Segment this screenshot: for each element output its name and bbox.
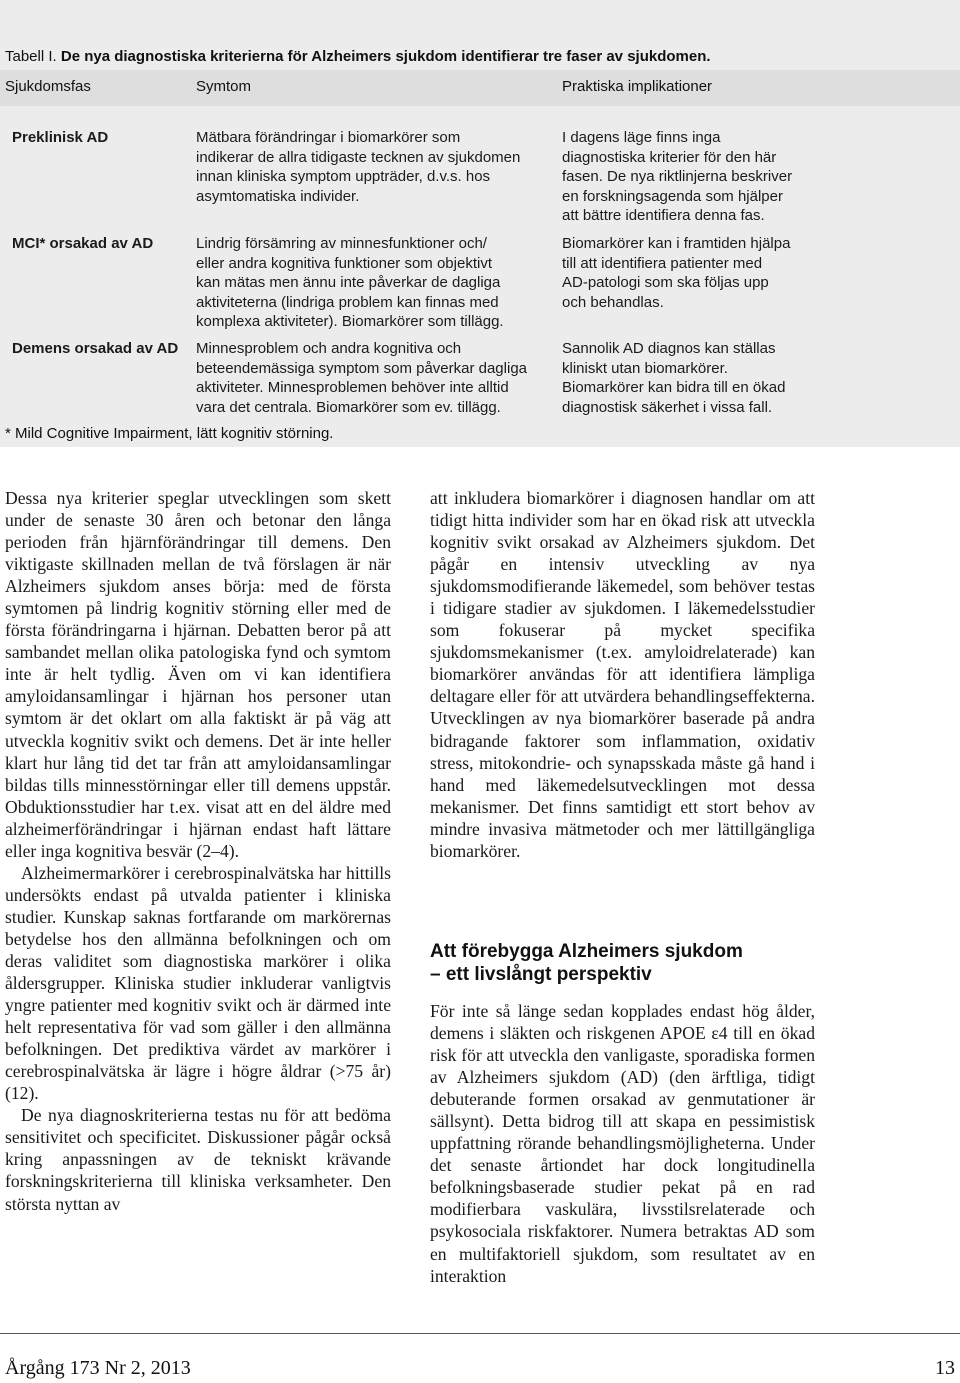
row2-implication-line: AD-patologi som ska följas upp [562, 274, 769, 291]
row1-symptom-line: innan kliniska symptom uppträder, d.v.s. hos [196, 168, 491, 185]
row2-implication-line: Biomarkörer kan i framtiden hjälpa [562, 235, 791, 252]
section-heading-line2: – ett livslångt perspektiv [430, 964, 652, 985]
row3-implication-line: kliniskt utan biomarkörer. [562, 359, 728, 377]
row1-implication-line: att bättre identifiera denna fas. [562, 207, 765, 224]
issue-info: Årgång 173 Nr 2, 2013 [5, 1357, 191, 1379]
row2-phase: MCI* orsakad av AD [12, 235, 154, 252]
header-symptom: Symtom [196, 78, 252, 95]
paragraph: De nya diagnoskriterierna testas nu för att bedöma sensitivitet och specificitet. Diskussioner pågår också kring anpassningen av de tekniskt krävande forskningskriterierna till kliniska verksamheter. Den största nyttan av [5, 1105, 391, 1214]
row1-symptom [196, 128, 551, 206]
caption-prefix: Tabell I. [5, 48, 57, 65]
row2-implication-line: och behandlas. [562, 293, 664, 311]
row3-symptom-line: aktiviteter. Minnesproblemen behöver inte alltid [196, 379, 509, 396]
row2-symptom [196, 234, 551, 332]
row1-phase: Preklinisk AD [12, 129, 109, 146]
row3-symptom-line: beteendemässiga symptom som påverkar dagliga [196, 359, 528, 377]
row2-symptom-line: komplexa aktiviteter). Biomarkörer som tillägg. [196, 313, 504, 330]
row1-symptom-line: indikerar de allra tidigaste tecknen av sjukdomen [196, 148, 521, 166]
table-caption [5, 48, 711, 65]
header-phase: Sjukdomsfas [5, 78, 91, 95]
row2-implication [562, 234, 822, 312]
header-implications: Praktiska implikationer [562, 78, 713, 95]
row1-implication-line: I dagens läge finns inga [562, 129, 721, 146]
section-heading-line1: Att förebygga Alzheimers sjukdom [430, 941, 743, 962]
caption-title: De nya diagnostiska kriterierna för Alzheimers sjukdom identifierar tre faser av sjukdomen. [60, 48, 711, 65]
row3-implication [562, 339, 822, 417]
left-column [5, 487, 391, 1215]
row2-symptom-line: aktiviteterna (lindriga problem kan finnas med [196, 293, 499, 311]
row1-symptom-line: Mätbara förändringar i biomarkörer som [196, 129, 461, 146]
page-number: 13 [935, 1357, 955, 1379]
row1-implication-line: diagnostiska kriterier för den här [562, 148, 777, 166]
table-header-row [0, 70, 960, 106]
row1-implication [562, 128, 822, 226]
footer-rule [0, 1333, 960, 1334]
paragraph: Dessa nya kriterier speglar utvecklingen som skett under de senaste 30 åren och betonar den långa perioden från hjärnförändringar till demens. Den viktigaste skillnaden mellan de två förslagen är när Alzheimers sjukdom anses börja: med de första symtomen på lindrig kognitiv störning eller med de första förändringarna i hjärnan. Debatten beror på att sambandet mellan olika patologiska fynd och symtom inte är helt tydlig. Även om vi kan identifiera amyloidansamlingar i hjärnan hos personer utan symtom är det oklart om alla faktiskt är på väg att utveckla kognitiv svikt och demens. Det är inte heller klart hur lång tid det tar från att amyloidansamlingar bildas tills minnesstörningar eller till demens uppstår. Obduktionsstudier har t.ex. visat att en del äldre med alzheimerförändringar i hjärnan endast haft lättare eller inga kognitiva besvär (2–4). [5, 488, 391, 861]
row2-symptom-line: kan mätas men ännu inte påverkar de dagliga [196, 274, 501, 291]
right-column [430, 487, 815, 862]
row2-symptom-line: eller andra kognitiva funktioner som objektivt [196, 254, 492, 272]
row1-implication-line: fasen. De nya riktlinjerna beskriver [562, 168, 793, 185]
section-heading [430, 940, 830, 986]
row3-phase: Demens orsakad av AD [12, 340, 179, 357]
row2-symptom-line: Lindrig försämring av minnesfunktioner och/ [196, 235, 487, 252]
row2-implication-line: till att identifiera patienter med [562, 254, 763, 272]
table-footnote: * Mild Cognitive Impairment, lätt kognitiv störning. [5, 425, 334, 442]
paragraph: För inte så länge sedan kopplades endast hög ålder, demens i släkten och riskgenen APOE ε4 till en ökad risk för att utveckla den vanligaste, sporadiska formen av Alzheimers sjukdom (AD) (den ärftliga, tidigt debuterande formen orsakad av genmutationer är sällsynt). Detta bidrog till att skapa en pessimistisk uppfattning rörande behandlingsmöjligheterna. Under det senaste årtiondet har dock longitudinella befolkningsbaserade studier pekat på en rad modifierbara vaskulära, livsstilsrelaterade och psykosociala riskfaktorer. Numera betraktas AD som en multifaktoriell sjukdom, som resultatet av en interaktion [430, 1001, 815, 1286]
row3-implication-line: Sannolik AD diagnos kan ställas [562, 340, 776, 357]
row3-implication-line: diagnostisk säkerhet i vissa fall. [562, 398, 773, 416]
row3-implication-line: Biomarkörer kan bidra till en ökad [562, 379, 786, 396]
paragraph: Alzheimermarkörer i cerebrospinalvätska har hittills undersökts endast på utvalda patienter i kliniska studier. Kunskap saknas fortfarande om markörernas betydelse hos den allmänna befolkningen och om deras validitet som diagnostiska markörer i olika åldersgrupper. Kliniska studier inkluderar vanligtvis yngre patienter med kognitiv svikt och är därmed inte helt representativa för vad som gäller i den allmänna befolkningen. Det prediktiva värdet av markörer i cerebrospinalvätska är lägre i högre åldrar (>75 år) (12). [5, 862, 391, 1104]
row1-symptom-line: asymtomatiska individer. [196, 187, 360, 205]
row1-implication-line: en forskningsagenda som hjälper [562, 187, 783, 205]
right-column-section [430, 1000, 815, 1287]
row3-symptom [196, 339, 551, 417]
paragraph: att inkludera biomarkörer i diagnosen handlar om att tidigt hitta individer som har en ökad risk att utveckla kognitiv svikt orsakad av Alzheimers sjukdom. Det pågår en intensiv utveckling av nya sjukdomsmodifierande läkemedel, som behöver testas i tidigare stadier av sjukdomen. I läkemedelsstudier som fokuserar på mycket specifika sjukdomsmekanismer (t.ex. amyloidrelaterade) kan biomarkörer användas för att identifiera lämpliga deltagare eller för att utvärdera behandlingseffekterna. Utvecklingen av nya biomarkörer baserade på andra bidragande faktorer som inflammation, oxidativ stress, mitokondrie- och synapsskada måste gå hand i hand med läkemedelsutvecklingen mot dessa mekanismer. Det finns samtidigt ett stort behov av mindre invasiva mätmetoder och mer lättillgängliga biomarkörer. [430, 488, 815, 861]
row3-symptom-line: Minnesproblem och andra kognitiva och [196, 340, 462, 357]
row3-symptom-line: vara det centrala. Biomarkörer som ev. tillägg. [196, 398, 501, 416]
